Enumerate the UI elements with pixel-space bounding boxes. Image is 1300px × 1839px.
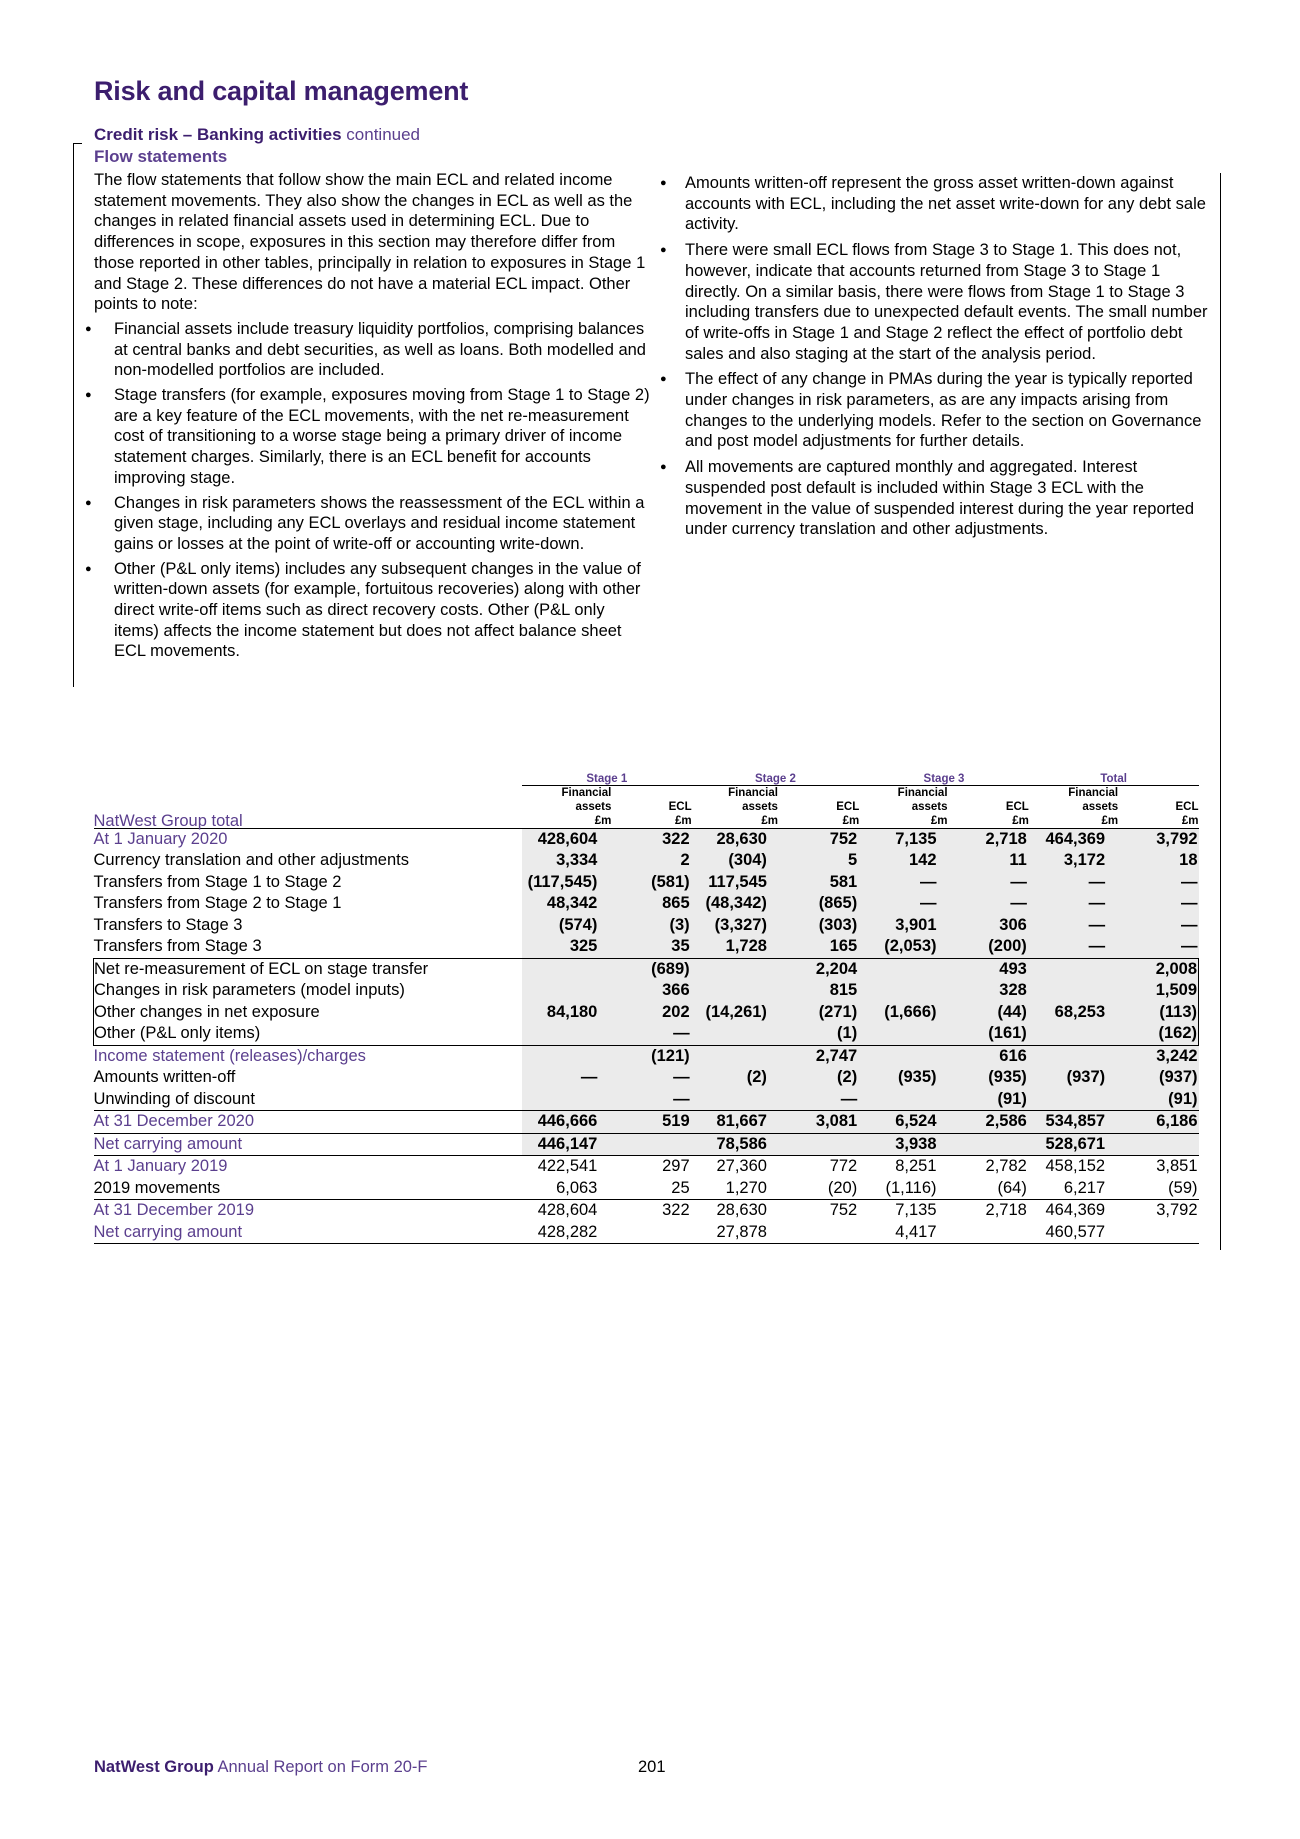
table-cell: 446,147: [522, 1133, 611, 1156]
row-label: At 31 December 2020: [94, 1111, 523, 1134]
left-bullet-list: [94, 319, 650, 662]
table-cell: 815: [778, 980, 859, 1002]
table-cell: 48,342: [522, 893, 611, 915]
table-cell: 5: [778, 850, 859, 872]
table-cell: [1029, 1089, 1118, 1111]
table-cell: —: [1029, 936, 1118, 958]
table-cell: 3,081: [778, 1111, 859, 1134]
table-cell: 28,630: [692, 1200, 778, 1222]
table-cell: 165: [778, 936, 859, 958]
table-cell: 460,577: [1029, 1222, 1118, 1244]
table-cell: 3,851: [1118, 1156, 1198, 1178]
table-title: NatWest Group total: [94, 785, 523, 828]
table-cell: [1029, 1045, 1118, 1067]
table-cell: (2): [692, 1067, 778, 1089]
row-label: Unwinding of discount: [93, 1089, 255, 1108]
table-cell: [1029, 980, 1118, 1002]
col-header: Financial assets £m: [522, 785, 611, 828]
stage-header: Stage 1: [522, 763, 692, 785]
table-cell: (937): [1118, 1067, 1198, 1089]
table-cell: —: [948, 872, 1029, 894]
table-row: [94, 1178, 1199, 1200]
table-cell: (91): [948, 1089, 1029, 1111]
table-cell: 306: [948, 915, 1029, 937]
table-cell: 2,008: [1118, 958, 1198, 980]
table-cell: 11: [948, 850, 1029, 872]
stage-header: Stage 3: [859, 763, 1029, 785]
table-cell: 325: [522, 936, 611, 958]
table-cell: 528,671: [1029, 1133, 1118, 1156]
row-label: At 1 January 2020: [94, 828, 523, 850]
footer: [94, 1758, 428, 1777]
table-row: [94, 958, 1199, 980]
table-cell: (689): [611, 958, 691, 980]
table-cell: (3): [611, 915, 691, 937]
table-cell: 428,604: [522, 828, 611, 850]
table-cell: (271): [778, 1002, 859, 1024]
bullet-item: ● The effect of any change in PMAs during the year is typically reported under changes in risk parameters, as are any impacts arising from changes to the underlying models. Refer to the section on Governance and post model adjustments for further details.: [685, 369, 1220, 452]
table-cell: [1029, 1023, 1118, 1045]
table-cell: 2,782: [948, 1156, 1029, 1178]
table-cell: [859, 1045, 947, 1067]
col-header: Financial assets £m: [692, 785, 778, 828]
table-cell: —: [611, 1089, 691, 1111]
stage-header: Stage 2: [692, 763, 860, 785]
table-cell: —: [1118, 915, 1198, 937]
table-cell: 25: [671, 1178, 690, 1197]
table-cell: 772: [778, 1156, 859, 1178]
table-row: [94, 1067, 1199, 1089]
table-cell: (2): [778, 1067, 859, 1089]
table-cell: (937): [1029, 1067, 1118, 1089]
table-cell: —: [1029, 893, 1118, 915]
table-cell: 35: [611, 936, 691, 958]
table-cell: 2,747: [778, 1045, 859, 1067]
table-cell: 3,334: [522, 850, 611, 872]
row-label: Income statement (releases)/charges: [93, 1046, 366, 1065]
table-cell: (2,053): [859, 936, 947, 958]
table-cell: 865: [611, 893, 691, 915]
table-cell: —: [1118, 893, 1198, 915]
table-cell: (1): [778, 1023, 859, 1045]
table-cell: —: [611, 1023, 691, 1045]
col-header: Financial assets £m: [859, 785, 947, 828]
table-cell: 458,152: [1029, 1156, 1118, 1178]
table-cell: (865): [778, 893, 859, 915]
row-label: Transfers from Stage 2 to Stage 1: [93, 894, 342, 913]
table-cell: 464,369: [1029, 828, 1118, 850]
table-cell: 7,135: [859, 828, 947, 850]
col-header: ECL £m: [948, 785, 1029, 828]
row-label: Changes in risk parameters (model inputs): [94, 980, 523, 1002]
right-margin-bar: [1220, 173, 1221, 1250]
table-cell: [692, 1045, 778, 1067]
table-row: [94, 1200, 1199, 1222]
table-cell: [859, 958, 947, 980]
table-cell: (48,342): [692, 893, 778, 915]
table-row: [94, 850, 1199, 872]
table-cell: (581): [611, 872, 691, 894]
table-cell: (64): [997, 1178, 1027, 1197]
table-row: [94, 1089, 1199, 1111]
left-margin-bracket: [73, 143, 82, 687]
table-cell: [522, 958, 611, 980]
table-cell: 6,063: [556, 1178, 598, 1197]
table-cell: [522, 1089, 611, 1111]
table-cell: 752: [778, 828, 859, 850]
table-cell: 322: [611, 828, 691, 850]
table-cell: [948, 1133, 1029, 1156]
table-cell: (91): [1118, 1089, 1198, 1111]
table-cell: 8,251: [859, 1156, 947, 1178]
table-cell: (1,116): [885, 1178, 937, 1197]
bullet-item: ● Amounts written-off represent the gross asset written-down against accounts with ECL, including the net asset write-down for any debt sale activity.: [685, 173, 1220, 235]
table-cell: (1,666): [859, 1002, 947, 1024]
row-label: At 31 December 2019: [94, 1200, 523, 1222]
table-cell: [692, 958, 778, 980]
table-cell: (303): [778, 915, 859, 937]
table-cell: (161): [948, 1023, 1029, 1045]
table-cell: [948, 1222, 1029, 1244]
table-cell: 81,667: [692, 1111, 778, 1134]
row-label: Transfers from Stage 1 to Stage 2: [93, 872, 342, 891]
bullet-item: ● Changes in risk parameters shows the reassessment of the ECL within a given stage, including any ECL overlays and residual income statement gains or losses at the point of write-off or accounting write-down.: [94, 493, 650, 555]
table-cell: 752: [778, 1200, 859, 1222]
table-cell: 581: [778, 872, 859, 894]
table-cell: 297: [611, 1156, 691, 1178]
left-column: [94, 170, 650, 662]
page-number: 201: [638, 1758, 666, 1776]
stage-header-row: [94, 763, 1199, 785]
table-cell: [1118, 1222, 1198, 1244]
table-cell: 2,718: [948, 1200, 1029, 1222]
row-label: Net re-measurement of ECL on stage transfer: [94, 958, 523, 980]
section-title: Credit risk – Banking activities: [94, 125, 342, 144]
col-header: ECL £m: [778, 785, 859, 828]
table-cell: [692, 1023, 778, 1045]
table-cell: (574): [522, 915, 611, 937]
table-cell: (121): [611, 1045, 691, 1067]
table-cell: (44): [948, 1002, 1029, 1024]
table-cell: (200): [948, 936, 1029, 958]
intro-paragraph: The flow statements that follow show the main ECL and related income statement movements. They also show the changes in ECL as well as the changes in related financial assets used in determining ECL. Due to differences in scope, exposures in this section may therefore differ from those reported in other tables, principally in relation to exposures in Stage 1 and Stage 2. These differences do not have a material ECL impact. Other points to note:: [94, 171, 646, 314]
table-cell: 1,270: [725, 1178, 767, 1197]
table-cell: —: [859, 893, 947, 915]
table-cell: —: [948, 893, 1029, 915]
table-cell: 84,180: [522, 1002, 611, 1024]
row-label: Transfers from Stage 3: [93, 937, 262, 956]
table-cell: —: [1118, 872, 1198, 894]
table-cell: [522, 980, 611, 1002]
table-cell: 366: [611, 980, 691, 1002]
row-label: Currency translation and other adjustments: [93, 851, 409, 870]
table-row: [94, 915, 1199, 937]
table-cell: (3,327): [692, 915, 778, 937]
table-cell: 464,369: [1029, 1200, 1118, 1222]
table-cell: 78,586: [692, 1133, 778, 1156]
table-cell: —: [1118, 936, 1198, 958]
table-row: [94, 1222, 1199, 1244]
table-cell: [859, 1023, 947, 1045]
table-cell: 18: [1118, 850, 1198, 872]
bullet-item: ● All movements are captured monthly and aggregated. Interest suspended post default is included within Stage 3 ECL with the movement in the value of suspended interest during the year reported under currency translation and other adjustments.: [685, 457, 1220, 540]
right-bullet-list: [685, 173, 1220, 540]
col-header: ECL £m: [1118, 785, 1198, 828]
table-body: [94, 828, 1199, 1244]
table-cell: 322: [611, 1200, 691, 1222]
table-row: [94, 936, 1199, 958]
col-header: Financial assets £m: [1029, 785, 1118, 828]
table-cell: [778, 1222, 859, 1244]
table-row: [94, 1002, 1199, 1024]
table-cell: (20): [827, 1178, 858, 1197]
table-cell: 534,857: [1029, 1111, 1118, 1134]
table-cell: 2: [611, 850, 691, 872]
table-cell: [692, 980, 778, 1002]
table-cell: 428,604: [522, 1200, 611, 1222]
row-label: Other changes in net exposure: [94, 1002, 523, 1024]
table-cell: —: [1029, 915, 1118, 937]
table-cell: —: [1029, 872, 1118, 894]
table-cell: —: [778, 1089, 859, 1111]
table-cell: 202: [611, 1002, 691, 1024]
table-row: [94, 828, 1199, 850]
table-cell: 27,360: [692, 1156, 778, 1178]
table-row: [94, 1023, 1199, 1045]
table-cell: 3,938: [859, 1133, 947, 1156]
table-cell: (304): [692, 850, 778, 872]
table-cell: —: [859, 872, 947, 894]
table-cell: 328: [948, 980, 1029, 1002]
table-row: [94, 980, 1199, 1002]
row-label: Transfers to Stage 3: [93, 915, 243, 934]
table-cell: —: [611, 1067, 691, 1089]
table-cell: 6,217: [1063, 1178, 1106, 1197]
table-row: [94, 872, 1199, 894]
table-cell: 2,718: [948, 828, 1029, 850]
table-cell: (14,261): [692, 1002, 778, 1024]
row-label: Net carrying amount: [94, 1222, 523, 1244]
table-cell: (162): [1118, 1023, 1198, 1045]
table-cell: 3,792: [1118, 1200, 1198, 1222]
table-cell: —: [522, 1067, 611, 1089]
bullet-item: ● Other (P&L only items) includes any subsequent changes in the value of written-down assets (for example, fortuitous recoveries) along with other direct write-off items such as direct recovery costs. Other (P&L only items) affects the income statement but does not affect balance sheet ECL movements.: [94, 559, 650, 663]
subsection-title: Flow statements: [94, 147, 228, 166]
table-cell: [522, 1023, 611, 1045]
table-cell: 6,524: [859, 1111, 947, 1134]
table-cell: [1029, 958, 1118, 980]
table-cell: 6,186: [1118, 1111, 1198, 1134]
table-cell: 4,417: [859, 1222, 947, 1244]
table-cell: 68,253: [1029, 1002, 1118, 1024]
ecl-flow-table: [93, 763, 1199, 1244]
table-row: [94, 1156, 1199, 1178]
row-label: Amounts written-off: [93, 1068, 236, 1087]
table-cell: 2,204: [778, 958, 859, 980]
table-cell: 142: [859, 850, 947, 872]
table-cell: [692, 1089, 778, 1111]
table-cell: 493: [948, 958, 1029, 980]
table-cell: 7,135: [859, 1200, 947, 1222]
column-header-row: [94, 785, 1199, 828]
footer-report: Annual Report on Form 20-F: [217, 1758, 428, 1776]
row-label: At 1 January 2019: [94, 1156, 523, 1178]
table-row: [94, 1111, 1199, 1134]
table-cell: (59): [1168, 1178, 1198, 1197]
bullet-item: ● There were small ECL flows from Stage 3 to Stage 1. This does not, however, indicate that accounts returned from Stage 3 to Stage 1 directly. On a similar basis, there were flows from Stage 1 to Stage 3 including transfers due to unexpected default events. The small number of write-offs in Stage 1 and Stage 2 reflect the effect of portfolio debt sales and also staging at the start of the analysis period.: [685, 240, 1220, 364]
table-cell: 616: [948, 1045, 1029, 1067]
table-cell: [611, 1133, 691, 1156]
table-cell: 446,666: [522, 1111, 611, 1134]
table-cell: [522, 1045, 611, 1067]
table-cell: 3,792: [1118, 828, 1198, 850]
row-label: Net carrying amount: [94, 1133, 523, 1156]
stage-header: Total: [1029, 763, 1199, 785]
table-cell: 422,541: [522, 1156, 611, 1178]
table-cell: (113): [1118, 1002, 1198, 1024]
table-cell: 428,282: [522, 1222, 611, 1244]
row-label: 2019 movements: [93, 1178, 221, 1197]
bullet-item: ● Financial assets include treasury liquidity portfolios, comprising balances at central banks and debt securities, as well as loans. Both modelled and non-modelled portfolios are included.: [94, 319, 650, 381]
table-cell: 3,901: [859, 915, 947, 937]
table-cell: 519: [611, 1111, 691, 1134]
page-title: Risk and capital management: [94, 76, 469, 106]
table-cell: [611, 1222, 691, 1244]
right-column: [685, 173, 1220, 540]
table-cell: 3,172: [1029, 850, 1118, 872]
row-label: Other (P&L only items): [94, 1023, 523, 1045]
table-cell: (935): [948, 1067, 1029, 1089]
table-cell: 2,586: [948, 1111, 1029, 1134]
table-row: [94, 1133, 1199, 1156]
table-cell: 28,630: [692, 828, 778, 850]
table-cell: (117,545): [522, 872, 611, 894]
table-cell: 3,242: [1118, 1045, 1198, 1067]
table-cell: 27,878: [692, 1222, 778, 1244]
bullet-item: ● Stage transfers (for example, exposures moving from Stage 1 to Stage 2) are a key feature of the ECL movements, with the net re-measurement cost of transitioning to a worse stage being a primary driver of income statement charges. Similarly, there is an ECL benefit for accounts improving stage.: [94, 385, 650, 489]
table-cell: 1,728: [692, 936, 778, 958]
section-subtitle: [94, 125, 420, 145]
col-header: ECL £m: [611, 785, 691, 828]
table-cell: 117,545: [692, 872, 778, 894]
table-cell: [778, 1133, 859, 1156]
table-cell: [1118, 1133, 1198, 1156]
table-row: [94, 1045, 1199, 1067]
section-continued: continued: [346, 125, 421, 144]
table-cell: [859, 1089, 947, 1111]
footer-brand: NatWest Group: [94, 1758, 214, 1776]
table-row: [94, 893, 1199, 915]
table-cell: (935): [859, 1067, 947, 1089]
table-cell: [859, 980, 947, 1002]
table-cell: 1,509: [1118, 980, 1198, 1002]
